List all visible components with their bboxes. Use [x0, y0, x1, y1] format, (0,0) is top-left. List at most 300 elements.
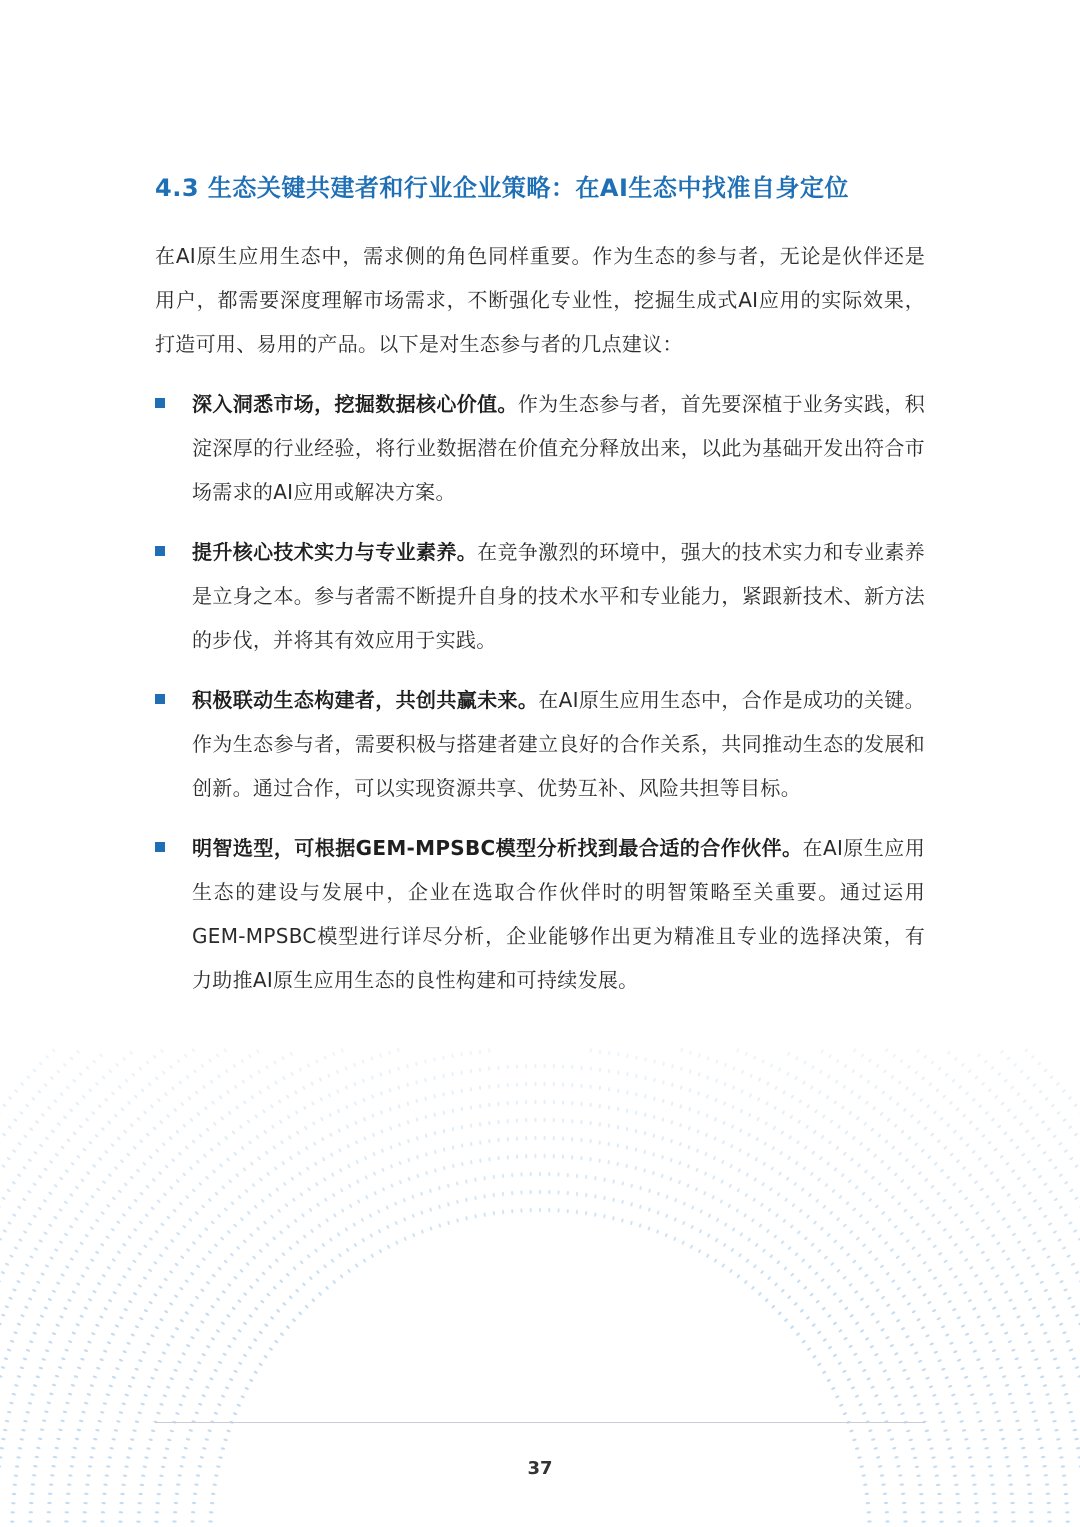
- decor-dot: [32, 1214, 37, 1218]
- decor-dot: [122, 1243, 127, 1247]
- decor-dot: [286, 1094, 290, 1099]
- decor-dot: [158, 1253, 163, 1257]
- decor-dot: [589, 1048, 592, 1053]
- decor-dot: [1021, 1152, 1026, 1156]
- decor-dot: [369, 1213, 373, 1218]
- decor-dot: [48, 1223, 53, 1227]
- decor-dot: [703, 1191, 707, 1196]
- decor-dot: [111, 1438, 116, 1441]
- decor-dot: [137, 1502, 142, 1505]
- decor-dot: [661, 1136, 664, 1141]
- decor-dot: [347, 1268, 351, 1273]
- decor-dot: [43, 1199, 48, 1203]
- decor-dot: [237, 1299, 242, 1303]
- decor-dot: [30, 1393, 35, 1396]
- decor-dot: [208, 1520, 213, 1522]
- decor-dot: [148, 1155, 153, 1160]
- decor-dot: [336, 1089, 340, 1094]
- decor-dot: [127, 1205, 132, 1209]
- decor-dot: [896, 1319, 901, 1323]
- decor-dot: [866, 1502, 871, 1505]
- decor-dot: [744, 1193, 748, 1198]
- decor-dot: [22, 1197, 27, 1201]
- decor-dot: [180, 1102, 184, 1107]
- decor-dot: [452, 1164, 455, 1169]
- decor-dot: [27, 1222, 32, 1226]
- decor-dot: [19, 1438, 24, 1441]
- decor-dot: [1030, 1055, 1035, 1060]
- decor-dot: [964, 1196, 969, 1200]
- decor-dot: [731, 1124, 735, 1129]
- decor-dot: [608, 1087, 611, 1092]
- decor-dot: [713, 1136, 717, 1141]
- section-title: 4.3 生态关键共建者和行业企业策略：在AI生态中找准自身定位: [155, 174, 849, 202]
- decor-dot: [919, 1199, 924, 1204]
- decor-dot: [1062, 1089, 1067, 1094]
- decor-dot: [23, 1134, 28, 1138]
- decor-dot: [137, 1411, 142, 1414]
- decor-dot: [228, 1179, 233, 1184]
- decor-dot: [820, 1226, 825, 1231]
- decor-dot: [782, 1218, 786, 1223]
- decor-dot: [964, 1438, 969, 1441]
- decor-dot: [811, 1150, 815, 1155]
- decor-dot: [191, 1511, 196, 1514]
- decor-dot: [850, 1157, 854, 1162]
- decor-dot: [869, 1345, 874, 1349]
- decor-dot: [13, 1331, 18, 1335]
- decor-dot: [460, 1070, 463, 1075]
- decor-dot: [956, 1502, 961, 1505]
- decor-dot: [904, 1158, 909, 1163]
- decor-dot: [822, 1114, 826, 1119]
- decor-dot: [240, 1059, 244, 1064]
- decor-dot: [576, 1192, 579, 1197]
- decor-dot: [534, 1118, 536, 1122]
- decor-dot: [85, 1202, 90, 1206]
- decor-dot: [363, 1136, 367, 1141]
- decor-dot: [1008, 1483, 1013, 1486]
- decor-dot: [136, 1520, 140, 1522]
- decor-dot: [974, 1274, 979, 1278]
- decor-dot: [118, 1411, 123, 1414]
- decor-dot: [370, 1075, 374, 1080]
- decor-dot: [958, 1189, 963, 1194]
- decor-dot: [979, 1187, 984, 1191]
- decor-dot: [909, 1343, 914, 1347]
- decor-dot: [279, 1279, 284, 1284]
- decor-dot: [461, 1125, 464, 1130]
- decor-dot: [826, 1285, 831, 1290]
- decor-dot: [394, 1221, 398, 1226]
- decor-dot: [176, 1483, 181, 1486]
- decor-dot: [836, 1059, 840, 1064]
- decor-dot: [983, 1290, 988, 1294]
- decor-dot: [40, 1428, 45, 1431]
- decor-dot: [865, 1100, 869, 1105]
- decor-dot: [442, 1055, 445, 1060]
- decor-dot: [835, 1395, 840, 1399]
- decor-dot: [226, 1157, 230, 1162]
- decor-dot: [865, 1337, 870, 1341]
- decor-dot: [159, 1120, 164, 1125]
- decor-dot: [227, 1344, 232, 1348]
- decor-dot: [164, 1164, 169, 1169]
- decor-dot: [580, 1120, 583, 1125]
- decor-dot: [92, 1290, 97, 1294]
- decor-dot: [999, 1428, 1004, 1431]
- decor-dot: [321, 1243, 325, 1248]
- decor-dot: [580, 1084, 583, 1089]
- decor-dot: [1005, 1162, 1010, 1166]
- decor-dot: [948, 1447, 953, 1450]
- decor-dot: [73, 1375, 78, 1379]
- decor-dot: [875, 1288, 880, 1292]
- decor-dot: [873, 1447, 878, 1450]
- decor-dot: [233, 1223, 238, 1228]
- decor-dot: [1050, 1349, 1055, 1353]
- decor-dot: [903, 1511, 908, 1514]
- decor-dot: [762, 1248, 766, 1253]
- decor-dot: [316, 1270, 321, 1275]
- decor-dot: [194, 1211, 199, 1216]
- decor-dot: [324, 1197, 328, 1202]
- decor-dot: [124, 1393, 129, 1397]
- decor-dot: [1023, 1383, 1028, 1386]
- decor-dot: [1044, 1096, 1049, 1101]
- decor-dot: [1069, 1348, 1074, 1352]
- decor-dot: [970, 1235, 975, 1239]
- decor-dot: [265, 1065, 269, 1070]
- decor-dot: [608, 1051, 611, 1056]
- decor-dot: [1038, 1175, 1043, 1179]
- decor-dot: [991, 1234, 996, 1238]
- decor-dot: [451, 1053, 454, 1058]
- decor-dot: [258, 1362, 263, 1366]
- decor-dot: [852, 1136, 856, 1141]
- decor-dot: [639, 1204, 642, 1209]
- decor-dot: [204, 1106, 208, 1111]
- decor-dot: [131, 1072, 136, 1077]
- decor-dot: [470, 1123, 473, 1128]
- decor-dot: [152, 1054, 156, 1059]
- decor-dot: [327, 1073, 331, 1078]
- decor-dot: [241, 1079, 245, 1084]
- decor-dot: [424, 1133, 427, 1138]
- decor-dot: [653, 1096, 656, 1101]
- decor-dot: [911, 1246, 916, 1250]
- decor-dot: [38, 1239, 43, 1243]
- decor-dot: [217, 1141, 221, 1146]
- decor-dot: [56, 1069, 61, 1074]
- decor-dot: [38, 1366, 43, 1370]
- decor-dot: [240, 1217, 245, 1222]
- decor-dot: [107, 1341, 112, 1345]
- decor-dot: [740, 1089, 744, 1094]
- decor-dot: [580, 1102, 583, 1107]
- decor-dot: [424, 1059, 427, 1064]
- decor-dot: [150, 1334, 155, 1338]
- decor-dot: [140, 1402, 145, 1406]
- decor-dot: [795, 1056, 799, 1061]
- decor-dot: [338, 1148, 342, 1153]
- decor-dot: [191, 1048, 195, 1053]
- decor-dot: [769, 1187, 773, 1192]
- decor-dot: [833, 1167, 837, 1172]
- decor-dot: [1046, 1493, 1051, 1496]
- decor-dot: [662, 1061, 665, 1066]
- decor-dot: [111, 1091, 116, 1096]
- decor-dot: [297, 1151, 301, 1156]
- decor-dot: [539, 1190, 541, 1194]
- decor-dot: [1001, 1249, 1006, 1253]
- decor-dot: [87, 1340, 92, 1344]
- decor-dot: [275, 1187, 279, 1192]
- decor-dot: [263, 1220, 268, 1225]
- decor-dot: [479, 1140, 482, 1145]
- decor-dot: [981, 1081, 986, 1086]
- decor-dot: [227, 1283, 232, 1287]
- decor-dot: [101, 1127, 106, 1132]
- decor-dot: [210, 1147, 215, 1152]
- decor-dot: [339, 1274, 343, 1279]
- decor-dot: [874, 1394, 879, 1398]
- decor-dot: [957, 1520, 961, 1522]
- decor-dot: [886, 1117, 891, 1122]
- decor-dot: [333, 1213, 337, 1218]
- decor-dot: [1032, 1231, 1037, 1235]
- decor-dot: [1021, 1248, 1026, 1252]
- decor-dot: [906, 1429, 911, 1432]
- decor-dot: [660, 1173, 663, 1178]
- decor-dot: [406, 1064, 409, 1069]
- decor-dot: [213, 1369, 218, 1373]
- decor-dot: [674, 1198, 678, 1203]
- decor-dot: [807, 1347, 812, 1351]
- decor-dot: [53, 1215, 58, 1219]
- decor-dot: [204, 1438, 209, 1441]
- decor-dot: [1022, 1099, 1027, 1104]
- decor-dot: [1007, 1340, 1012, 1344]
- decor-dot: [648, 1188, 651, 1193]
- decor-dot: [1041, 1120, 1046, 1125]
- decor-dot: [236, 1246, 241, 1251]
- decor-dot: [411, 1194, 415, 1199]
- decor-dot: [635, 1110, 638, 1115]
- decor-dot: [33, 1151, 38, 1155]
- decor-dot: [182, 1224, 187, 1229]
- decor-dot: [186, 1248, 191, 1252]
- decor-dot: [893, 1123, 898, 1128]
- decor-dot: [766, 1229, 770, 1234]
- decor-dot: [598, 1122, 601, 1127]
- decor-dot: [974, 1502, 979, 1505]
- decor-dot: [855, 1447, 860, 1450]
- decor-dot: [204, 1227, 209, 1232]
- decor-dot: [223, 1207, 228, 1212]
- decor-dot: [918, 1483, 923, 1486]
- decor-dot: [483, 1176, 486, 1181]
- decor-dot: [859, 1074, 863, 1079]
- decor-dot: [801, 1187, 805, 1192]
- bullet-square-icon: [155, 694, 165, 704]
- decor-dot: [221, 1290, 226, 1294]
- decor-dot: [119, 1502, 124, 1505]
- bullet-lead: 深入洞悉市场，挖掘数据核心价值。: [192, 392, 518, 416]
- decor-dot: [8, 1096, 13, 1101]
- decor-dot: [1046, 1340, 1051, 1344]
- decor-dot: [886, 1377, 891, 1381]
- decor-dot: [714, 1097, 718, 1102]
- decor-dot: [479, 1086, 482, 1091]
- decor-dot: [1069, 1188, 1074, 1192]
- decor-dot: [906, 1270, 911, 1274]
- decor-dot: [747, 1237, 751, 1242]
- decor-dot: [288, 1295, 293, 1300]
- decor-dot: [13, 1483, 18, 1486]
- decor-dot: [89, 1384, 94, 1388]
- decor-dot: [274, 1080, 278, 1085]
- decor-dot: [543, 1082, 545, 1086]
- decor-dot: [101, 1274, 106, 1278]
- decor-dot: [29, 1502, 34, 1505]
- decor-dot: [385, 1205, 389, 1210]
- decor-dot: [50, 1076, 55, 1081]
- decor-dot: [724, 1062, 728, 1067]
- decor-dot: [95, 1081, 100, 1086]
- decor-dot: [961, 1324, 966, 1328]
- decor-dot: [497, 1066, 500, 1071]
- decor-dot: [865, 1220, 870, 1225]
- decor-dot: [181, 1394, 186, 1398]
- decor-dot: [44, 1136, 49, 1140]
- decor-dot: [119, 1358, 124, 1362]
- decor-dot: [362, 1097, 366, 1102]
- decor-dot: [145, 1060, 149, 1065]
- decor-dot: [1043, 1331, 1048, 1335]
- decor-dot: [153, 1293, 158, 1297]
- decor-dot: [525, 1154, 527, 1158]
- decor-dot: [890, 1248, 895, 1252]
- decor-dot: [109, 1447, 114, 1450]
- decor-dot: [119, 1511, 124, 1513]
- decor-dot: [723, 1243, 727, 1248]
- decor-dot: [240, 1146, 244, 1151]
- decor-dot: [0, 1140, 1, 1144]
- decor-dot: [387, 1244, 391, 1249]
- decor-dot: [842, 1084, 846, 1089]
- decor-dot: [120, 1493, 125, 1496]
- decor-dot: [179, 1319, 184, 1323]
- decor-dot: [673, 1236, 677, 1241]
- decor-dot: [7, 1411, 12, 1414]
- decor-dot: [330, 1152, 334, 1157]
- decor-dot: [169, 1302, 174, 1306]
- decor-dot: [739, 1128, 743, 1133]
- decor-dot: [451, 1090, 454, 1095]
- decor-dot: [699, 1229, 703, 1234]
- decor-dot: [258, 1090, 262, 1095]
- decor-dot: [223, 1048, 227, 1053]
- decor-dot: [22, 1357, 27, 1361]
- decor-dot: [398, 1161, 402, 1166]
- decor-dot: [314, 1248, 318, 1253]
- decor-dot: [344, 1066, 348, 1071]
- decor-dot: [438, 1204, 441, 1209]
- decor-dot: [488, 1121, 491, 1126]
- decor-dot: [268, 1193, 272, 1198]
- decor-dot: [193, 1069, 197, 1074]
- decor-dot: [944, 1376, 949, 1380]
- decor-dot: [296, 1130, 300, 1135]
- decor-dot: [713, 1258, 717, 1263]
- decor-dot: [992, 1349, 997, 1353]
- decor-dot: [994, 1410, 999, 1413]
- decor-dot: [901, 1294, 906, 1298]
- decor-dot: [953, 1243, 958, 1247]
- decor-dot: [747, 1132, 751, 1137]
- decor-dot: [965, 1227, 970, 1231]
- decor-dot: [388, 1050, 391, 1055]
- decor-dot: [197, 1361, 202, 1365]
- decor-dot: [43, 1231, 48, 1235]
- decor-dot: [1058, 1447, 1063, 1450]
- decor-dot: [690, 1225, 694, 1230]
- decor-dot: [905, 1086, 909, 1091]
- decor-dot: [731, 1105, 735, 1110]
- decor-dot: [784, 1318, 789, 1323]
- decor-dot: [1037, 1239, 1042, 1243]
- decor-dot: [897, 1403, 902, 1407]
- decor-dot: [226, 1230, 231, 1235]
- decor-dot: [212, 1483, 217, 1486]
- decor-dot: [850, 1089, 854, 1094]
- decor-dot: [7, 1125, 12, 1129]
- decor-dot: [902, 1368, 907, 1372]
- decor-dot: [787, 1051, 791, 1056]
- decor-dot: [852, 1259, 857, 1264]
- decor-dot: [978, 1104, 983, 1109]
- decor-dot: [225, 1386, 230, 1390]
- decor-dot: [827, 1074, 831, 1079]
- decor-dot: [737, 1168, 741, 1173]
- decor-dot: [984, 1447, 989, 1450]
- decor-dot: [1031, 1410, 1036, 1413]
- decor-dot: [1031, 1136, 1036, 1140]
- decor-dot: [922, 1293, 927, 1297]
- decor-dot: [2, 1229, 7, 1233]
- decor-dot: [780, 1288, 785, 1293]
- decor-dot: [54, 1152, 59, 1156]
- decor-dot: [828, 1054, 832, 1059]
- decor-dot: [134, 1325, 139, 1329]
- decor-dot: [286, 1325, 291, 1330]
- decor-dot: [829, 1119, 833, 1124]
- decor-dot: [722, 1140, 726, 1145]
- decor-dot: [337, 1128, 341, 1133]
- decor-dot: [525, 1064, 527, 1068]
- decor-dot: [828, 1140, 832, 1145]
- decor-dot: [1010, 1265, 1015, 1269]
- decor-dot: [11, 1393, 16, 1396]
- decor-dot: [939, 1511, 944, 1513]
- decor-dot: [187, 1096, 191, 1101]
- decor-dot: [990, 1266, 995, 1270]
- decor-dot: [1061, 1384, 1066, 1387]
- decor-dot: [699, 1209, 703, 1214]
- decor-dot: [35, 1375, 40, 1378]
- decor-dot: [58, 1428, 63, 1431]
